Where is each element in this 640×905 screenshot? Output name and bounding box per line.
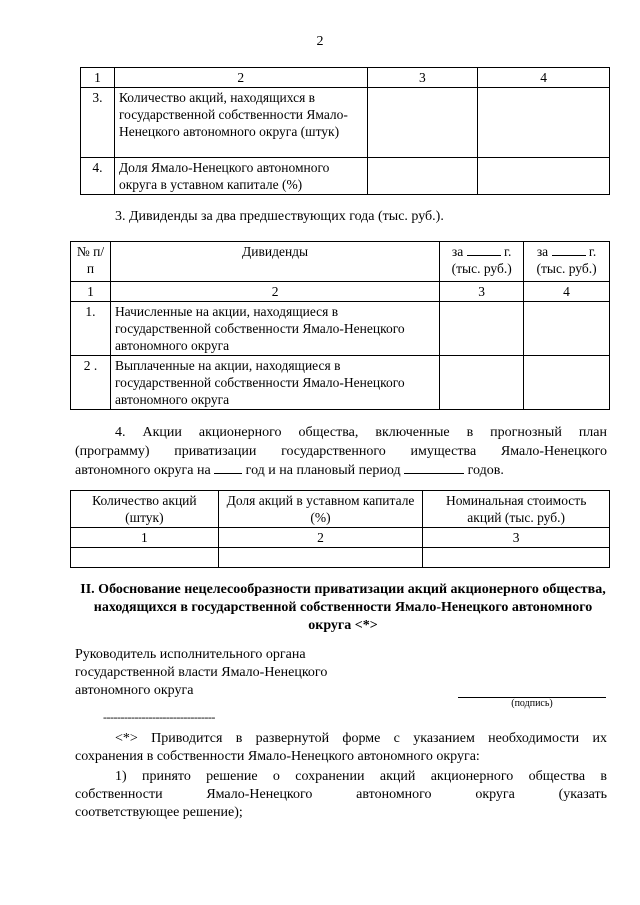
empty-cell bbox=[367, 158, 478, 195]
row-number: 4. bbox=[81, 158, 115, 195]
row-number: 3. bbox=[81, 88, 115, 158]
col-share-percent-header: Доля акций в уставном капитале (%) bbox=[218, 491, 423, 528]
section2-title: II. Обоснование нецелесообразности приватизации акций акционерного общества, находящихся в государственной собственности Ямало-Ненецкого автономного округа <*> bbox=[80, 582, 606, 633]
section4-line1: 4. Акции акционерного общества, включенные в прогнозный план bbox=[115, 425, 607, 440]
table-row bbox=[81, 158, 610, 195]
privatization-table bbox=[70, 490, 610, 568]
col-year-header: за г. (тыс. руб.) bbox=[440, 242, 524, 282]
row-number: 1. bbox=[71, 302, 111, 356]
empty-cell bbox=[524, 356, 610, 410]
col-dividends-header: Дивиденды bbox=[110, 242, 439, 282]
index-cell: 4 bbox=[524, 282, 610, 302]
section3-title: 3. Дивиденды за два предшествующих года (тыс. руб.). bbox=[115, 209, 444, 224]
row-text: Количество акций, находящихся в государственной собственности Ямало-Ненецкого автономного округа (штук) bbox=[114, 88, 367, 158]
col-year-header: за г. (тыс. руб.) bbox=[524, 242, 610, 282]
table-index-row bbox=[71, 528, 610, 548]
table-header-cell: 1 bbox=[81, 68, 115, 88]
table-row bbox=[71, 356, 610, 410]
row-text: Выплаченные на акции, находящиеся в государственной собственности Ямало-Ненецкого автономного округа bbox=[110, 356, 439, 410]
col-nominal-value-header: Номинальная стоимость акций (тыс. руб.) bbox=[423, 491, 610, 528]
section4-line2: (программу) приватизации государственного имущества Ямало-Ненецкого bbox=[75, 444, 607, 459]
empty-cell bbox=[367, 88, 478, 158]
table-index-row bbox=[71, 282, 610, 302]
table-header-cell: 2 bbox=[114, 68, 367, 88]
table-row bbox=[71, 302, 610, 356]
empty-cell bbox=[478, 88, 610, 158]
table-header-row bbox=[71, 491, 610, 528]
col-shares-count-header: Количество акций (штук) bbox=[71, 491, 219, 528]
table-header-row bbox=[71, 242, 610, 282]
page-number: 2 bbox=[316, 34, 324, 49]
footnote-line1: <*> Приводится в развернутой форме с указанием необходимости их bbox=[115, 731, 607, 746]
row-text: Доля Ямало-Ненецкого автономного округа в уставном капитале (%) bbox=[114, 158, 367, 195]
empty-cell bbox=[218, 548, 423, 568]
signature-line3: автономного округа bbox=[75, 683, 194, 698]
footnote-item1-line1: 1) принято решение о сохранении акций акционерного общества в bbox=[115, 769, 607, 784]
empty-cell bbox=[440, 356, 524, 410]
empty-cell bbox=[440, 302, 524, 356]
footnote-separator: -------------------------------- bbox=[103, 710, 215, 724]
shares-table bbox=[80, 67, 610, 195]
dividends-table bbox=[70, 241, 610, 410]
signature-line1: Руководитель исполнительного органа bbox=[75, 647, 306, 662]
table-header-cell: 3 bbox=[367, 68, 478, 88]
section4-line3: автономного округа на год и на плановый период годов. bbox=[75, 463, 504, 478]
table-row bbox=[81, 88, 610, 158]
signature-caption: (подпись) bbox=[511, 698, 553, 709]
footnote-line2: сохранения в собственности Ямало-Ненецкого автономного округа: bbox=[75, 749, 480, 764]
index-cell: 1 bbox=[71, 528, 219, 548]
index-cell: 1 bbox=[71, 282, 111, 302]
table-header-cell: 4 bbox=[478, 68, 610, 88]
index-cell: 2 bbox=[110, 282, 439, 302]
index-cell: 3 bbox=[423, 528, 610, 548]
empty-cell bbox=[423, 548, 610, 568]
empty-cell bbox=[71, 548, 219, 568]
signature-line2: государственной власти Ямало-Ненецкого bbox=[75, 665, 328, 680]
row-number: 2 . bbox=[71, 356, 111, 410]
index-cell: 2 bbox=[218, 528, 423, 548]
table-header-row bbox=[81, 68, 610, 88]
table-row bbox=[71, 548, 610, 568]
col-number-header: № п/п bbox=[71, 242, 111, 282]
empty-cell bbox=[478, 158, 610, 195]
footnote-item1-line2: собственности Ямало-Ненецкого автономного округа (указать bbox=[75, 787, 607, 802]
index-cell: 3 bbox=[440, 282, 524, 302]
footnote-item1-line3: соответствующее решение); bbox=[75, 805, 243, 820]
empty-cell bbox=[524, 302, 610, 356]
row-text: Начисленные на акции, находящиеся в государственной собственности Ямало-Ненецкого автономного округа bbox=[110, 302, 439, 356]
